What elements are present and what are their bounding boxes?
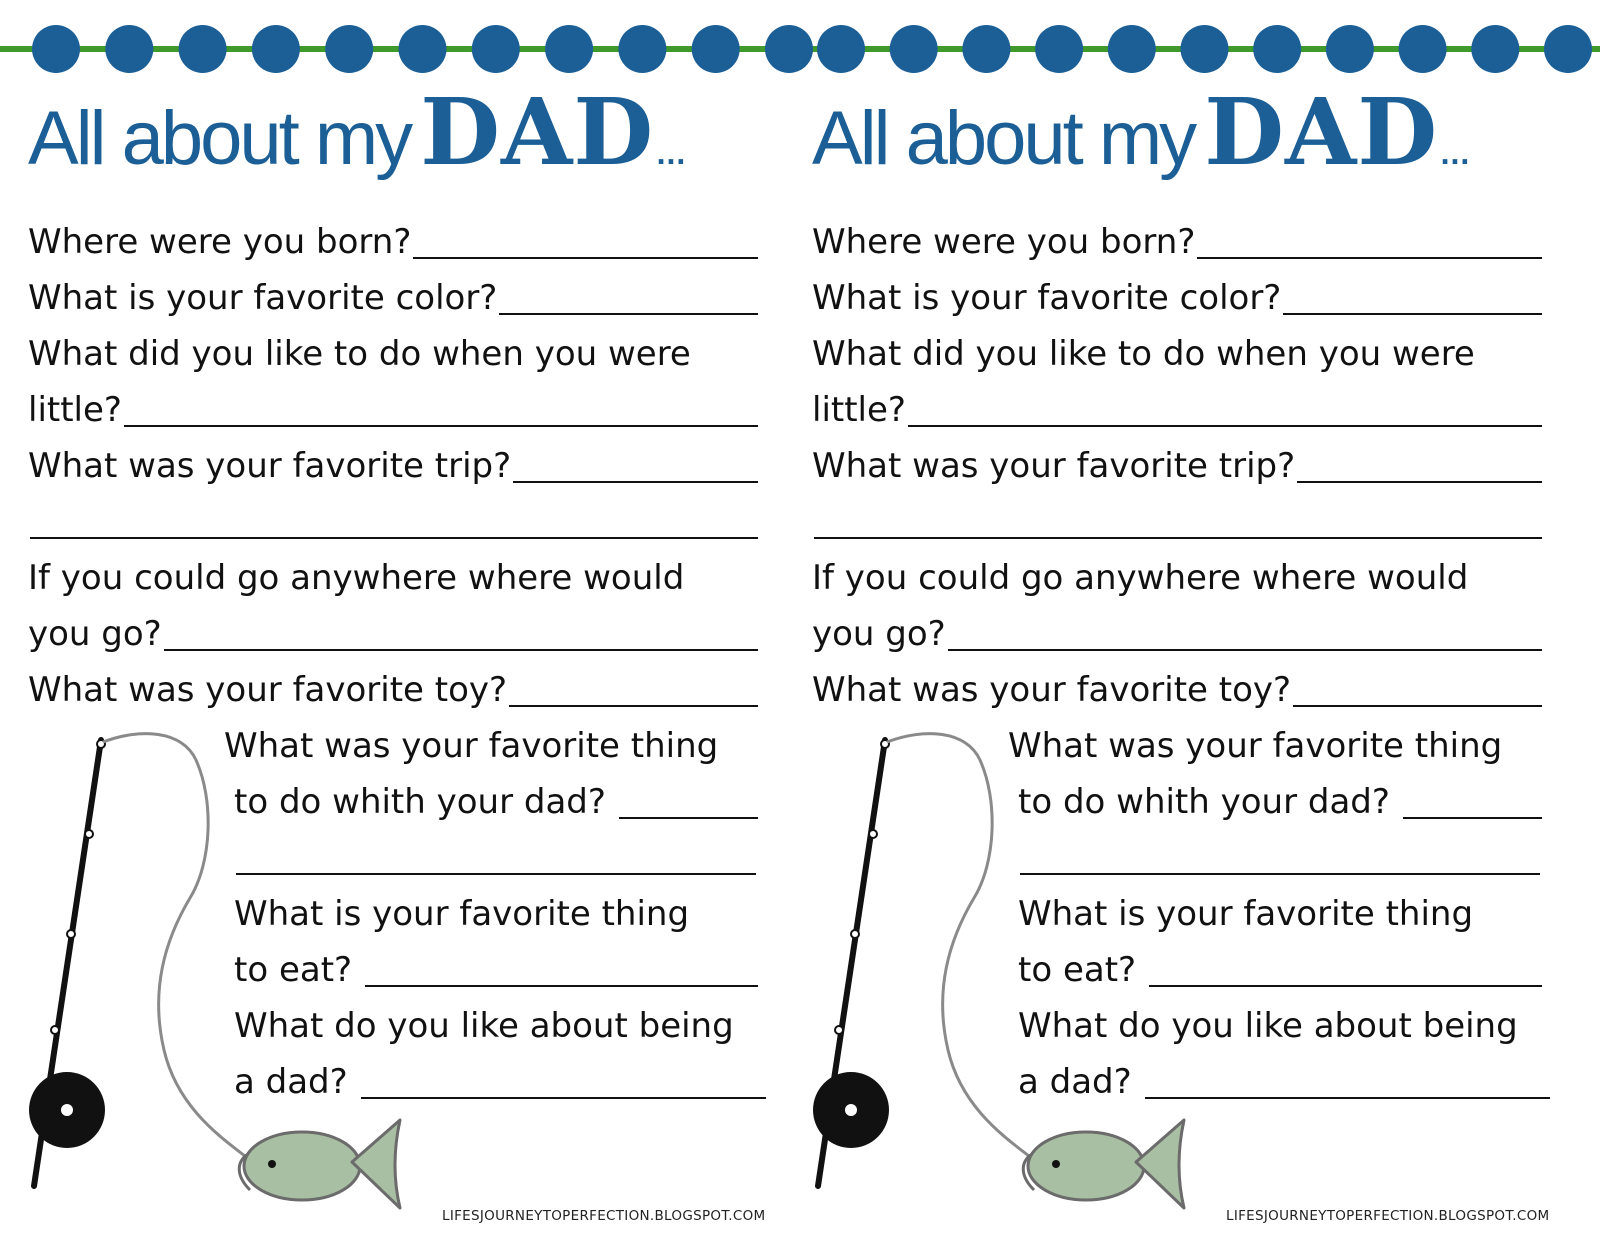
question-line: What do you like about being bbox=[234, 1006, 734, 1046]
question-line: you go? bbox=[28, 606, 758, 662]
question-line: What was your favorite thing bbox=[224, 726, 719, 766]
answer-line bbox=[234, 830, 756, 886]
question-line: What is your favorite thing bbox=[234, 894, 690, 934]
question-line: What did you like to do when you were bbox=[812, 334, 1475, 374]
question-line: Where were you born? bbox=[812, 214, 1542, 270]
footer-url: LIFESJOURNEYTOPERFECTION.BLOGSPOT.COM bbox=[442, 1208, 766, 1224]
question-line: What was your favorite toy? bbox=[812, 662, 1542, 718]
title-highlight: DAD bbox=[420, 78, 655, 186]
question-line: What is your favorite color? bbox=[812, 270, 1542, 326]
question-line: to eat? bbox=[1018, 942, 1542, 998]
answer-line bbox=[28, 494, 758, 550]
question-line: What do you like about being bbox=[1018, 1006, 1518, 1046]
question-line: What was your favorite trip? bbox=[812, 438, 1542, 494]
title-ellipsis: ... bbox=[656, 141, 686, 171]
page-title bbox=[28, 78, 686, 186]
answer-line bbox=[1018, 830, 1540, 886]
question-line: What was your favorite thing bbox=[1008, 726, 1503, 766]
title-prefix: All about my bbox=[812, 96, 1195, 181]
answer-line bbox=[812, 494, 1542, 550]
title-prefix: All about my bbox=[28, 96, 411, 181]
title-highlight: DAD bbox=[1204, 78, 1439, 186]
question-line: little? bbox=[28, 382, 758, 438]
question-line: If you could go anywhere where would bbox=[812, 558, 1469, 598]
footer-url: LIFESJOURNEYTOPERFECTION.BLOGSPOT.COM bbox=[1226, 1208, 1550, 1224]
question-line: a dad? bbox=[1018, 1054, 1550, 1110]
question-line: to do whith your dad? bbox=[1018, 774, 1542, 830]
worksheet-right bbox=[784, 0, 1584, 1237]
question-line: a dad? bbox=[234, 1054, 766, 1110]
question-line: What is your favorite color? bbox=[28, 270, 758, 326]
question-line: to eat? bbox=[234, 942, 758, 998]
question-line: What was your favorite trip? bbox=[28, 438, 758, 494]
question-line: What is your favorite thing bbox=[1018, 894, 1474, 934]
question-line: to do whith your dad? bbox=[234, 774, 758, 830]
title-ellipsis: ... bbox=[1440, 141, 1470, 171]
question-line: you go? bbox=[812, 606, 1542, 662]
question-line: Where were you born? bbox=[28, 214, 758, 270]
question-line: What was your favorite toy? bbox=[28, 662, 758, 718]
page-title bbox=[812, 78, 1470, 186]
question-line: If you could go anywhere where would bbox=[28, 558, 685, 598]
question-line: What did you like to do when you were bbox=[28, 334, 691, 374]
question-line: little? bbox=[812, 382, 1542, 438]
